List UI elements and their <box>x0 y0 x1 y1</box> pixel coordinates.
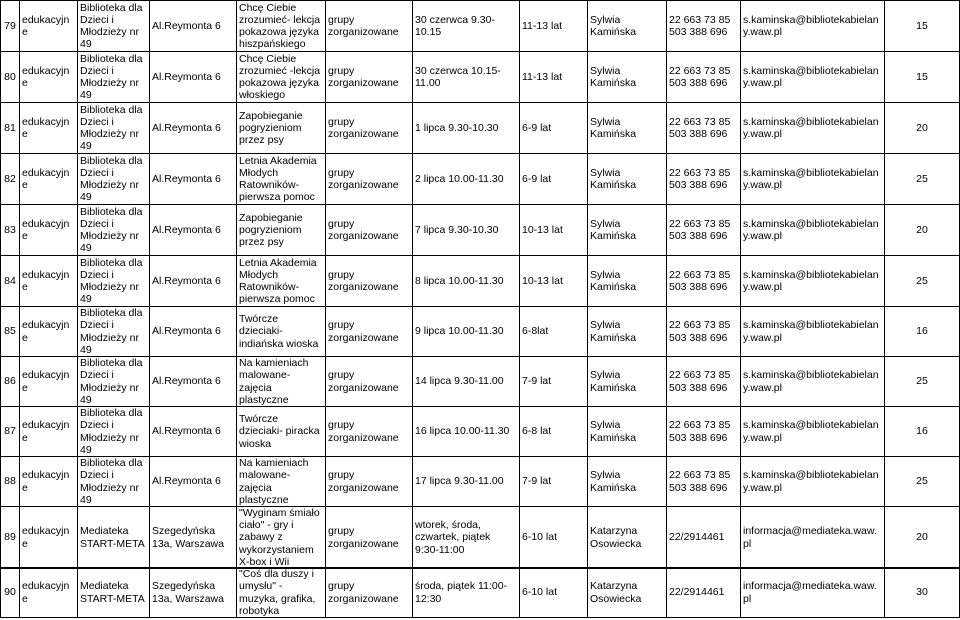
cell-venue: Biblioteka dla Dzieci i Młodzieży nr 49 <box>78 357 150 407</box>
cell-number: 80 <box>1 52 20 103</box>
cell-venue: Biblioteka dla Dzieci i Młodzieży nr 49 <box>78 103 150 154</box>
cell-phone: 22 663 73 85 503 388 696 <box>667 407 741 457</box>
cell-phone: 22 663 73 85 503 388 696 <box>667 1 741 52</box>
cell-venue: Biblioteka dla Dzieci i Młodzieży nr 49 <box>78 407 150 457</box>
cell-phone: 22 663 73 85 503 388 696 <box>667 103 741 154</box>
cell-address: Al.Reymonta 6 <box>150 103 237 154</box>
cell-age: 6-10 lat <box>520 507 588 569</box>
cell-capacity: 16 <box>885 307 960 357</box>
cell-host: Sylwia Kamińska <box>588 205 667 256</box>
cell-topic: "Wyginam śmiało ciało" - gry i zabawy z wykorzystaniem X-box i Wii <box>237 507 326 569</box>
cell-topic: Zapobieganie pogryzieniom przez psy <box>237 205 326 256</box>
cell-date: 30 czerwca 10.15-11.00 <box>413 52 520 103</box>
cell-address: Szegedyńska 13a, Warszawa <box>150 507 237 569</box>
cell-type: edukacyjne <box>20 256 78 307</box>
cell-audience: grupy zorganizowane <box>326 52 413 103</box>
cell-venue: Biblioteka dla Dzieci i Młodzieży nr 49 <box>78 256 150 307</box>
cell-phone: 22/2914461 <box>667 568 741 618</box>
cell-email: informacja@mediateka.waw.pl <box>741 568 885 618</box>
table-row <box>1 1 960 52</box>
cell-age: 11-13 lat <box>520 1 588 52</box>
cell-email: s.kaminska@bibliotekabielany.waw.pl <box>741 205 885 256</box>
cell-age: 6-9 lat <box>520 103 588 154</box>
cell-topic: "Coś dla duszy i umysłu" - muzyka, grafika, robotyka <box>237 568 326 618</box>
table-row <box>1 256 960 307</box>
cell-topic: Na kamieniach malowane-zajęcia plastyczne <box>237 357 326 407</box>
schedule-table-body <box>1 1 960 569</box>
cell-email: s.kaminska@bibliotekabielany.waw.pl <box>741 357 885 407</box>
cell-number: 85 <box>1 307 20 357</box>
cell-address: Al.Reymonta 6 <box>150 457 237 507</box>
cell-age: 6-8 lat <box>520 407 588 457</box>
cell-host: Sylwia Kamińska <box>588 307 667 357</box>
cell-capacity: 15 <box>885 1 960 52</box>
cell-venue: Mediateka START-META <box>78 568 150 618</box>
cell-number: 90 <box>1 568 20 618</box>
cell-address: Al.Reymonta 6 <box>150 357 237 407</box>
cell-topic: Zapobieganie pogryzieniom przez psy <box>237 103 326 154</box>
cell-type: edukacyjne <box>20 457 78 507</box>
table-row <box>1 407 960 457</box>
cell-email: s.kaminska@bibliotekabielany.waw.pl <box>741 307 885 357</box>
table-row <box>1 507 960 569</box>
cell-date: 16 lipca 10.00-11.30 <box>413 407 520 457</box>
cell-date: 7 lipca 9.30-10.30 <box>413 205 520 256</box>
cell-topic: Chcę Ciebie zrozumieć- lekcja pokazowa języka hiszpańskiego <box>237 1 326 52</box>
cell-address: Al.Reymonta 6 <box>150 154 237 205</box>
table-row <box>1 357 960 407</box>
table-row <box>1 568 960 618</box>
cell-audience: grupy zorganizowane <box>326 1 413 52</box>
table-row <box>1 205 960 256</box>
cell-address: Al.Reymonta 6 <box>150 205 237 256</box>
table-row <box>1 52 960 103</box>
table-row <box>1 457 960 507</box>
cell-address: Al.Reymonta 6 <box>150 52 237 103</box>
cell-capacity: 20 <box>885 103 960 154</box>
cell-email: s.kaminska@bibliotekabielany.waw.pl <box>741 256 885 307</box>
cell-date: środa, piątek 11:00-12:30 <box>413 568 520 618</box>
cell-topic: Letnia Akademia Młodych Ratowników- pierwsza pomoc <box>237 154 326 205</box>
cell-number: 83 <box>1 205 20 256</box>
cell-host: Sylwia Kamińska <box>588 457 667 507</box>
cell-capacity: 25 <box>885 457 960 507</box>
cell-number: 81 <box>1 103 20 154</box>
cell-email: s.kaminska@bibliotekabielany.waw.pl <box>741 52 885 103</box>
cell-audience: grupy zorganizowane <box>326 307 413 357</box>
cell-host: Sylwia Kamińska <box>588 357 667 407</box>
cell-age: 7-9 lat <box>520 357 588 407</box>
cell-audience: grupy zorganizowane <box>326 407 413 457</box>
cell-audience: grupy zorganizowane <box>326 457 413 507</box>
cell-email: s.kaminska@bibliotekabielany.waw.pl <box>741 103 885 154</box>
cell-date: 1 lipca 9.30-10.30 <box>413 103 520 154</box>
cell-email: s.kaminska@bibliotekabielany.waw.pl <box>741 407 885 457</box>
table-row <box>1 154 960 205</box>
cell-capacity: 30 <box>885 568 960 618</box>
cell-topic: Chcę Ciebie zrozumieć -lekcja pokazowa języka włoskiego <box>237 52 326 103</box>
cell-venue: Biblioteka dla Dzieci i Młodzieży nr 49 <box>78 52 150 103</box>
cell-venue: Biblioteka dla Dzieci i Młodzieży nr 49 <box>78 1 150 52</box>
cell-phone: 22 663 73 85 503 388 696 <box>667 154 741 205</box>
table-row <box>1 103 960 154</box>
cell-capacity: 20 <box>885 507 960 569</box>
cell-age: 10-13 lat <box>520 256 588 307</box>
cell-type: edukacyjne <box>20 307 78 357</box>
cell-age: 11-13 lat <box>520 52 588 103</box>
cell-host: Sylwia Kamińska <box>588 52 667 103</box>
cell-phone: 22 663 73 85 503 388 696 <box>667 52 741 103</box>
cell-email: s.kaminska@bibliotekabielany.waw.pl <box>741 1 885 52</box>
cell-date: 14 lipca 9.30-11.00 <box>413 357 520 407</box>
cell-audience: grupy zorganizowane <box>326 568 413 618</box>
cell-venue: Biblioteka dla Dzieci i Młodzieży nr 49 <box>78 307 150 357</box>
cell-host: Sylwia Kamińska <box>588 103 667 154</box>
cell-address: Al.Reymonta 6 <box>150 1 237 52</box>
cell-capacity: 25 <box>885 154 960 205</box>
cell-phone: 22 663 73 85 503 388 696 <box>667 357 741 407</box>
cell-capacity: 15 <box>885 52 960 103</box>
cell-number: 82 <box>1 154 20 205</box>
cell-audience: grupy zorganizowane <box>326 103 413 154</box>
cell-phone: 22 663 73 85 503 388 696 <box>667 256 741 307</box>
cell-address: Al.Reymonta 6 <box>150 407 237 457</box>
cell-number: 88 <box>1 457 20 507</box>
cell-host: Sylwia Kamińska <box>588 1 667 52</box>
cell-type: edukacyjne <box>20 407 78 457</box>
cell-type: edukacyjne <box>20 52 78 103</box>
cell-number: 87 <box>1 407 20 457</box>
cell-topic: Twórcze dzieciaki- piracka wioska <box>237 407 326 457</box>
schedule-table-continued <box>0 567 960 618</box>
cell-venue: Biblioteka dla Dzieci i Młodzieży nr 49 <box>78 154 150 205</box>
cell-audience: grupy zorganizowane <box>326 256 413 307</box>
cell-capacity: 16 <box>885 407 960 457</box>
cell-type: edukacyjne <box>20 507 78 569</box>
cell-date: 17 lipca 9.30-11.00 <box>413 457 520 507</box>
cell-audience: grupy zorganizowane <box>326 507 413 569</box>
cell-age: 10-13 lat <box>520 205 588 256</box>
cell-age: 6-9 lat <box>520 154 588 205</box>
schedule-table-continued-body <box>1 568 960 618</box>
cell-topic: Twórcze dzieciaki- indiańska wioska <box>237 307 326 357</box>
cell-number: 84 <box>1 256 20 307</box>
cell-phone: 22/2914461 <box>667 507 741 569</box>
cell-phone: 22 663 73 85 503 388 696 <box>667 205 741 256</box>
cell-capacity: 20 <box>885 205 960 256</box>
cell-address: Szegedyńska 13a, Warszawa <box>150 568 237 618</box>
cell-type: edukacyjne <box>20 103 78 154</box>
cell-host: Sylwia Kamińska <box>588 407 667 457</box>
cell-host: Katarzyna Osowiecka <box>588 568 667 618</box>
cell-venue: Biblioteka dla Dzieci i Młodzieży nr 49 <box>78 205 150 256</box>
cell-age: 7-9 lat <box>520 457 588 507</box>
cell-phone: 22 663 73 85 503 388 696 <box>667 307 741 357</box>
cell-host: Katarzyna Osowiecka <box>588 507 667 569</box>
cell-address: Al.Reymonta 6 <box>150 256 237 307</box>
cell-email: s.kaminska@bibliotekabielany.waw.pl <box>741 154 885 205</box>
cell-venue: Biblioteka dla Dzieci i Młodzieży nr 49 <box>78 457 150 507</box>
cell-phone: 22 663 73 85 503 388 696 <box>667 457 741 507</box>
cell-type: edukacyjne <box>20 205 78 256</box>
cell-email: informacja@mediateka.waw.pl <box>741 507 885 569</box>
cell-topic: Letnia Akademia Młodych Ratowników- pierwsza pomoc <box>237 256 326 307</box>
cell-type: edukacyjne <box>20 154 78 205</box>
table-row <box>1 307 960 357</box>
cell-audience: grupy zorganizowane <box>326 154 413 205</box>
cell-venue: Mediateka START-META <box>78 507 150 569</box>
cell-date: 8 lipca 10.00-11.30 <box>413 256 520 307</box>
cell-capacity: 25 <box>885 357 960 407</box>
cell-number: 86 <box>1 357 20 407</box>
cell-number: 79 <box>1 1 20 52</box>
cell-email: s.kaminska@bibliotekabielany.waw.pl <box>741 457 885 507</box>
cell-type: edukacyjne <box>20 1 78 52</box>
cell-date: wtorek, środa, czwartek, piątek 9:30-11:00 <box>413 507 520 569</box>
cell-date: 2 lipca 10.00-11.30 <box>413 154 520 205</box>
cell-host: Sylwia Kamińska <box>588 256 667 307</box>
cell-capacity: 25 <box>885 256 960 307</box>
cell-age: 6-10 lat <box>520 568 588 618</box>
cell-host: Sylwia Kamińska <box>588 154 667 205</box>
cell-number: 89 <box>1 507 20 569</box>
cell-audience: grupy zorganizowane <box>326 357 413 407</box>
cell-topic: Na kamieniach malowane-zajęcia plastyczne <box>237 457 326 507</box>
cell-type: edukacyjne <box>20 568 78 618</box>
cell-audience: grupy zorganizowane <box>326 205 413 256</box>
cell-address: Al.Reymonta 6 <box>150 307 237 357</box>
cell-date: 30 czerwca 9.30-10.15 <box>413 1 520 52</box>
cell-age: 6-8lat <box>520 307 588 357</box>
cell-date: 9 lipca 10.00-11.30 <box>413 307 520 357</box>
cell-type: edukacyjne <box>20 357 78 407</box>
